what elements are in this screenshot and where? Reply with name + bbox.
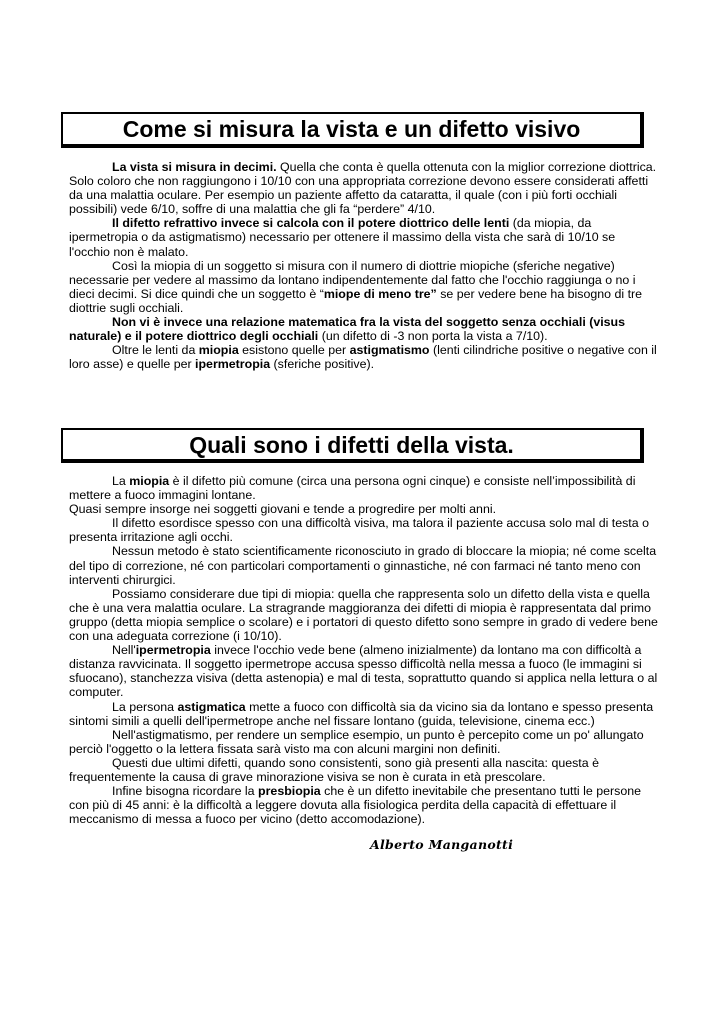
paragraph [69,756,659,784]
paragraph [69,502,659,516]
bold-text: miopia [129,474,170,488]
paragraph [69,700,659,728]
section-body-difetti [69,474,659,826]
paragraph [69,160,659,216]
section-body-misura [69,160,659,371]
paragraph [69,315,659,343]
section-title-difetti: Quali sono i difetti della vista. [61,428,644,463]
paragraph [69,784,659,826]
text: (lenti cilindriche positive o negative con il loro asse) e quelle per [69,343,657,372]
text: Quella che conta è quella ottenuta con la miglior correzione diottrica. Solo coloro che non raggiungono i 10/10 con una appropriata correzione devono essere considerati affetti da una malattia oculare. Per esempio un paziente affetto da cataratta, il quale (con i più forti occhiali possibili) vede 6/10, soffre di una malattia che gli fa “perdere” 4/10. [69,160,657,217]
text: (un difetto di -3 non porta la vista a 7/10). [318,329,548,344]
paragraph [69,343,659,371]
text: Quasi sempre insorge nei soggetti giovani e tende a progredire per molti anni. [69,502,497,517]
paragraph [69,728,659,756]
bold-text: ipermetropia [195,357,271,372]
text: se per vedere bene ha bisogno di tre diottrie sugli occhiali. [69,286,643,315]
text: La [112,474,130,488]
bold-text: miopia [198,343,239,358]
bold-text: Il difetto refrattivo invece si calcola con il potere diottrico delle lenti [112,216,510,231]
text: mette a fuoco con difficoltà sia da vicino sia da lontano e spesso presenta sintomi simili a quelli dell'ipermetrope anche nel fissare lontano (guida, televisione, cinema ecc.) [69,699,654,728]
bold-text: miope di meno tre” [323,286,437,301]
text: Oltre le lenti da [112,343,199,358]
text: Nell' [112,643,136,658]
section-title-misura: Come si misura la vista e un difetto visivo [61,112,644,148]
paragraph [69,643,659,699]
bold-text: astigmatismo [349,343,430,358]
text: è il difetto più comune (circa una persona ogni cinque) e consiste nell’impossibilità di mettere a fuoco immagini lontane. [69,474,636,503]
text: Possiamo considerare due tipi di miopia: quella che rappresenta solo un difetto della vista e quella che è una vera malattia oculare. La stragrande maggioranza dei difetti di miopia è rappresentata dal primo gruppo (detta miopia semplice o scolare) e i portatori di questo difetto sono sempre in grado di vedere bene con una adeguata correzione (i 10/10). [69,586,658,644]
text: Così la miopia di un soggetto si misura con il numero di diottrie miopiche (sferiche negative) necessarie per vedere al massimo da lontano indipendentemente dal fatto che l'occhio raggiunga o no i dieci decimi. Si dice quindi che un soggetto è “ [69,258,636,301]
text: Il difetto esordisce spesso con una difficoltà visiva, ma talora il paziente accusa solo mal di testa o presenta irritazione agli occhi. [69,516,649,545]
text: La persona [112,699,178,714]
text: Questi due ultimi difetti, quando sono consistenti, sono già presenti alla nascita: questa è frequentemente la causa di grave minorazione visiva se non è curata in età prescolare. [69,755,599,784]
paragraph [69,216,659,258]
text: Nell'astigmatismo, per rendere un semplice esempio, un punto è percepito come un po' allungato perciò l'oggetto o la lettera fissata sarà visto ma con alcuni margini non definiti. [69,727,644,756]
bold-text: ipermetropia [135,643,211,658]
text: esistono quelle per [238,343,350,358]
text: (sferiche positive). [270,357,375,372]
paragraph [69,516,659,544]
text: invece l'occhio vede bene (almeno inizialmente) da lontano ma con difficoltà a distanza ravvicinata. Il soggetto ipermetrope accusa spesso difficoltà nella messa a fuoco (le immagini si sfuocano), stanchezza visiva (detta astenopia) e mal di testa, soprattutto quando si applica nella lettura o al computer. [69,643,658,700]
text: Infine bisogna ricordare la [112,784,259,799]
text: (da miopia, da ipermetropia o da astigmatismo) necessario per ottenere il massimo della vista che sarà di 10/10 se l'occhio non è malato. [69,216,616,259]
paragraph [69,259,659,315]
text: Nessun metodo è stato scientificamente riconosciuto in grado di bloccare la miopia; né come scelta del tipo di correzione, né con particolari comportamenti o ginnastiche, né con farmaci né tanto meno con interventi chirurgici. [69,544,657,587]
paragraph [69,474,659,502]
bold-text: presbiopia [258,784,321,799]
author-signature: Alberto Manganotti [370,837,514,852]
paragraph [69,544,659,586]
bold-text: astigmatica [177,699,246,714]
paragraph [69,587,659,643]
bold-text: Non vi è invece una relazione matematica fra la vista del soggetto senza occhiali (visus naturale) e il potere diottrico degli occhiali [69,315,626,344]
text: che è un difetto inevitabile che presentano tutti le persone con più di 45 anni: è la difficoltà a leggere dovuta alla fisiologica perdita della capacità di effettuare il meccanismo di messa a fuoco per vicino (detto accomodazione). [69,784,641,827]
bold-text: La vista si misura in decimi. [112,160,277,174]
